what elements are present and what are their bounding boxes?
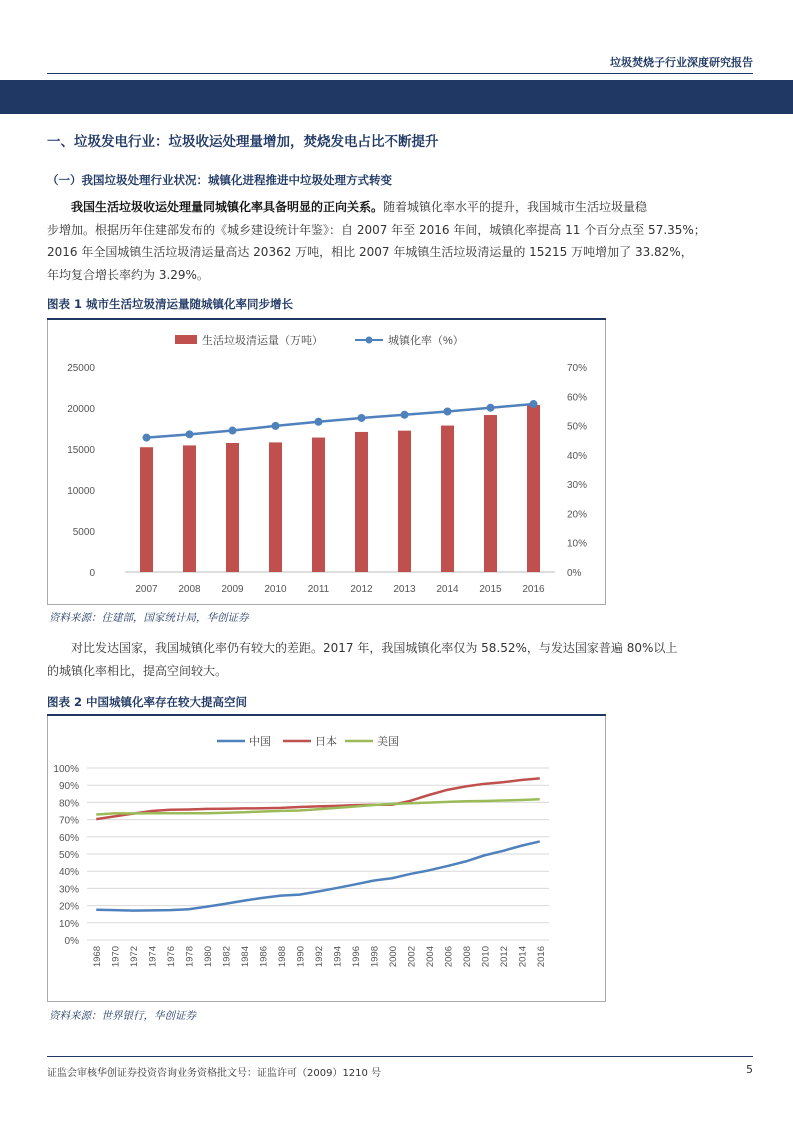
x-axis-tick: 1982: [221, 946, 233, 968]
bar: [226, 443, 239, 572]
left-axis-tick: 20000: [67, 404, 95, 415]
x-axis-tick: 2008: [178, 584, 201, 595]
x-axis-tick: 1988: [277, 946, 289, 968]
y-axis-tick: 40%: [58, 867, 79, 879]
y-axis-tick: 30%: [58, 884, 79, 896]
paragraph-1-line-3: 2016 年全国城镇生活垃圾清运量高达 20362 万吨，相比 2007 年城镇生活垃圾清运量的 15215 万吨增加了 33.82%，: [47, 245, 693, 259]
series-line: [96, 841, 540, 910]
section-heading: 一、垃圾发电行业：垃圾收运处理量增加，焚烧发电占比不断提升: [47, 134, 439, 150]
bar: [312, 438, 325, 572]
figure-2-chart: [47, 718, 607, 1000]
footer-rule: [47, 1056, 753, 1057]
right-axis-tick: 10%: [567, 538, 588, 550]
x-axis-tick: 2009: [221, 584, 244, 595]
y-axis-tick: 20%: [58, 901, 79, 913]
series-line-urbanization: [147, 404, 534, 438]
right-axis-tick: 60%: [567, 392, 588, 404]
bar: [269, 442, 282, 572]
bar: [441, 426, 454, 572]
x-axis-tick: 2012: [498, 946, 510, 968]
legend-bar-label: 生活垃圾清运量（万吨）: [202, 335, 323, 347]
figure-2-title: 图表 2 中国城镇化率存在较大提高空间: [47, 695, 248, 709]
x-axis-tick: 1994: [332, 946, 344, 968]
line-point: [358, 414, 366, 422]
right-axis-tick: 0%: [567, 568, 582, 579]
x-axis-tick: 1968: [92, 946, 104, 968]
line-point: [143, 434, 151, 442]
page-number: 5: [746, 1063, 753, 1076]
x-axis-tick: 2016: [535, 946, 547, 968]
x-axis-tick: 2014: [517, 946, 529, 968]
y-axis-tick: 100%: [53, 764, 79, 775]
figure-1-title: 图表 1 城市生活垃圾清运量随城镇化率同步增长: [47, 297, 294, 311]
x-axis-tick: 1992: [314, 946, 325, 968]
y-axis-tick: 60%: [58, 832, 79, 844]
x-axis-tick: 1978: [184, 946, 196, 968]
left-axis-tick: 25000: [67, 363, 95, 374]
x-axis-tick: 1996: [350, 946, 362, 968]
x-axis-tick: 2000: [387, 946, 399, 968]
line-point: [229, 427, 237, 435]
right-axis-tick: 30%: [567, 480, 588, 492]
x-axis-tick: 2011: [307, 584, 330, 595]
line-point: [186, 430, 194, 438]
legend-label: 日本: [315, 736, 337, 748]
footer-license: 证监会审核华创证券投资咨询业务资格批文号：证监许可（2009）1210 号: [47, 1068, 382, 1079]
x-axis-tick: 2007: [135, 584, 158, 595]
legend-label: 美国: [377, 736, 399, 748]
x-axis-tick: 1976: [166, 946, 178, 968]
line-point: [444, 408, 452, 416]
x-axis-tick: 1990: [295, 946, 307, 968]
legend-line-marker: [366, 337, 373, 344]
x-axis-tick: 1986: [258, 946, 270, 968]
x-axis-tick: 2004: [424, 946, 436, 968]
report-title: 垃圾焚烧子行业深度研究报告: [610, 56, 753, 69]
x-axis-tick: 2016: [522, 584, 545, 595]
x-axis-tick: 1972: [129, 946, 141, 968]
paragraph-2-line-2: 的城镇化率相比，提高空间较大。: [47, 663, 228, 678]
x-axis-tick: 2013: [393, 584, 416, 595]
right-axis-tick: 50%: [567, 421, 588, 433]
paragraph-2-line-1: 对比发达国家，我国城镇化率仍有较大的差距。2017 年，我国城镇化率仅为 58.52%，与发达国家普遍 80%以上: [71, 641, 678, 655]
y-axis-tick: 10%: [58, 918, 79, 930]
legend-bar-swatch: [175, 335, 197, 344]
line-point: [487, 404, 495, 412]
header-rule: [47, 73, 753, 74]
x-axis-tick: 1984: [240, 946, 252, 968]
x-axis-tick: 2002: [406, 946, 418, 968]
x-axis-tick: 2006: [443, 946, 455, 968]
y-axis-tick: 80%: [58, 798, 79, 810]
line-point: [401, 411, 409, 419]
y-axis-tick: 0%: [64, 936, 79, 947]
bar: [140, 447, 153, 572]
left-axis-tick: 10000: [67, 486, 95, 497]
x-axis-tick: 2010: [480, 946, 492, 968]
left-axis-tick: 15000: [67, 445, 95, 456]
paragraph-1-line-4: 年均复合增长率约为 3.29%。: [47, 267, 209, 282]
y-axis-tick: 90%: [58, 781, 79, 793]
right-axis-tick: 40%: [567, 450, 588, 462]
line-point: [272, 422, 280, 430]
bar: [183, 445, 196, 572]
line-point: [530, 400, 538, 408]
left-axis-tick: 5000: [72, 527, 95, 538]
x-axis-tick: 1970: [110, 946, 122, 968]
paragraph-1-line-1: [47, 196, 753, 219]
legend-line-label: 城镇化率（%）: [388, 335, 464, 347]
header-band: [0, 80, 793, 114]
figure-1-source: 资料来源：住建部，国家统计局，华创证券: [49, 612, 249, 624]
subsection-heading: （一）我国垃圾处理行业状况：城镇化进程推进中垃圾处理方式转变: [47, 173, 392, 187]
bar: [484, 415, 497, 572]
x-axis-tick: 2012: [350, 584, 373, 595]
left-axis-tick: 0: [89, 568, 95, 579]
y-axis-tick: 50%: [58, 850, 79, 861]
right-axis-tick: 20%: [567, 509, 588, 521]
right-axis-tick: 70%: [567, 363, 588, 374]
x-axis-tick: 1998: [369, 946, 381, 968]
figure-1-chart: [47, 322, 607, 602]
x-axis-tick: 1980: [203, 946, 215, 968]
legend-label: 中国: [249, 736, 271, 748]
bar: [398, 431, 411, 572]
line-point: [315, 418, 323, 426]
paragraph-2: [47, 637, 753, 682]
y-axis-tick: 70%: [58, 815, 79, 827]
x-axis-tick: 2010: [264, 584, 287, 595]
paragraph-1-line-2: 步增加。根据历年住建部发布的《城乡建设统计年鉴》：自 2007 年至 2016 年间，城镇化率提高 11 个百分点至 57.35%；: [47, 222, 706, 237]
x-axis-tick: 2015: [479, 584, 502, 595]
figure-2-source: 资料来源：世界银行，华创证券: [49, 1010, 196, 1022]
paragraph-1: [47, 196, 753, 286]
paragraph-1-bold: 我国生活垃圾收运处理量同城镇化率具备明显的正向关系。: [71, 200, 384, 214]
bar: [355, 432, 368, 572]
x-axis-tick: 1974: [147, 946, 159, 968]
x-axis-tick: 2014: [436, 584, 459, 595]
bar: [527, 405, 540, 572]
paragraph-1-line-1-rest: 随着城镇化率水平的提升，我国城市生活垃圾量稳: [383, 200, 648, 214]
x-axis-tick: 2008: [461, 946, 473, 968]
